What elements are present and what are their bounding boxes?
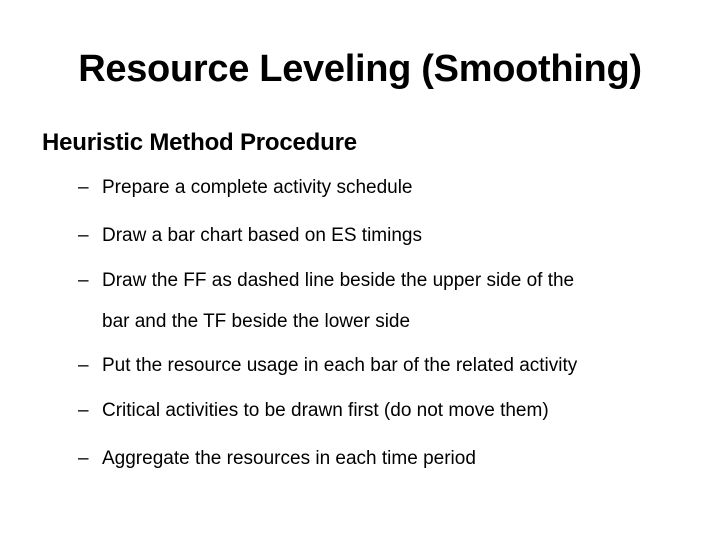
bullet-dash: – [78, 225, 89, 246]
bullet-text: Draw the FF as dashed line beside the upper side of the [102, 270, 575, 291]
slide-title: Resource Leveling (Smoothing) [78, 48, 642, 90]
bullet-dash: – [78, 177, 89, 198]
bullet-text: Draw a bar chart based on ES timings [102, 225, 422, 246]
section-heading: Heuristic Method Procedure [42, 129, 357, 156]
bullet-text: bar and the TF beside the lower side [102, 311, 411, 332]
bullet-dash: – [78, 270, 89, 291]
bullet-text: Prepare a complete activity schedule [102, 177, 413, 198]
bullet-text: Put the resource usage in each bar of the related activity [102, 355, 578, 376]
bullet-text: Critical activities to be drawn first (do not move them) [102, 400, 549, 421]
bullet-dash: – [78, 400, 89, 421]
bullet-dash: – [78, 448, 89, 469]
bullet-dash: – [78, 355, 89, 376]
bullet-text: Aggregate the resources in each time period [102, 448, 476, 469]
